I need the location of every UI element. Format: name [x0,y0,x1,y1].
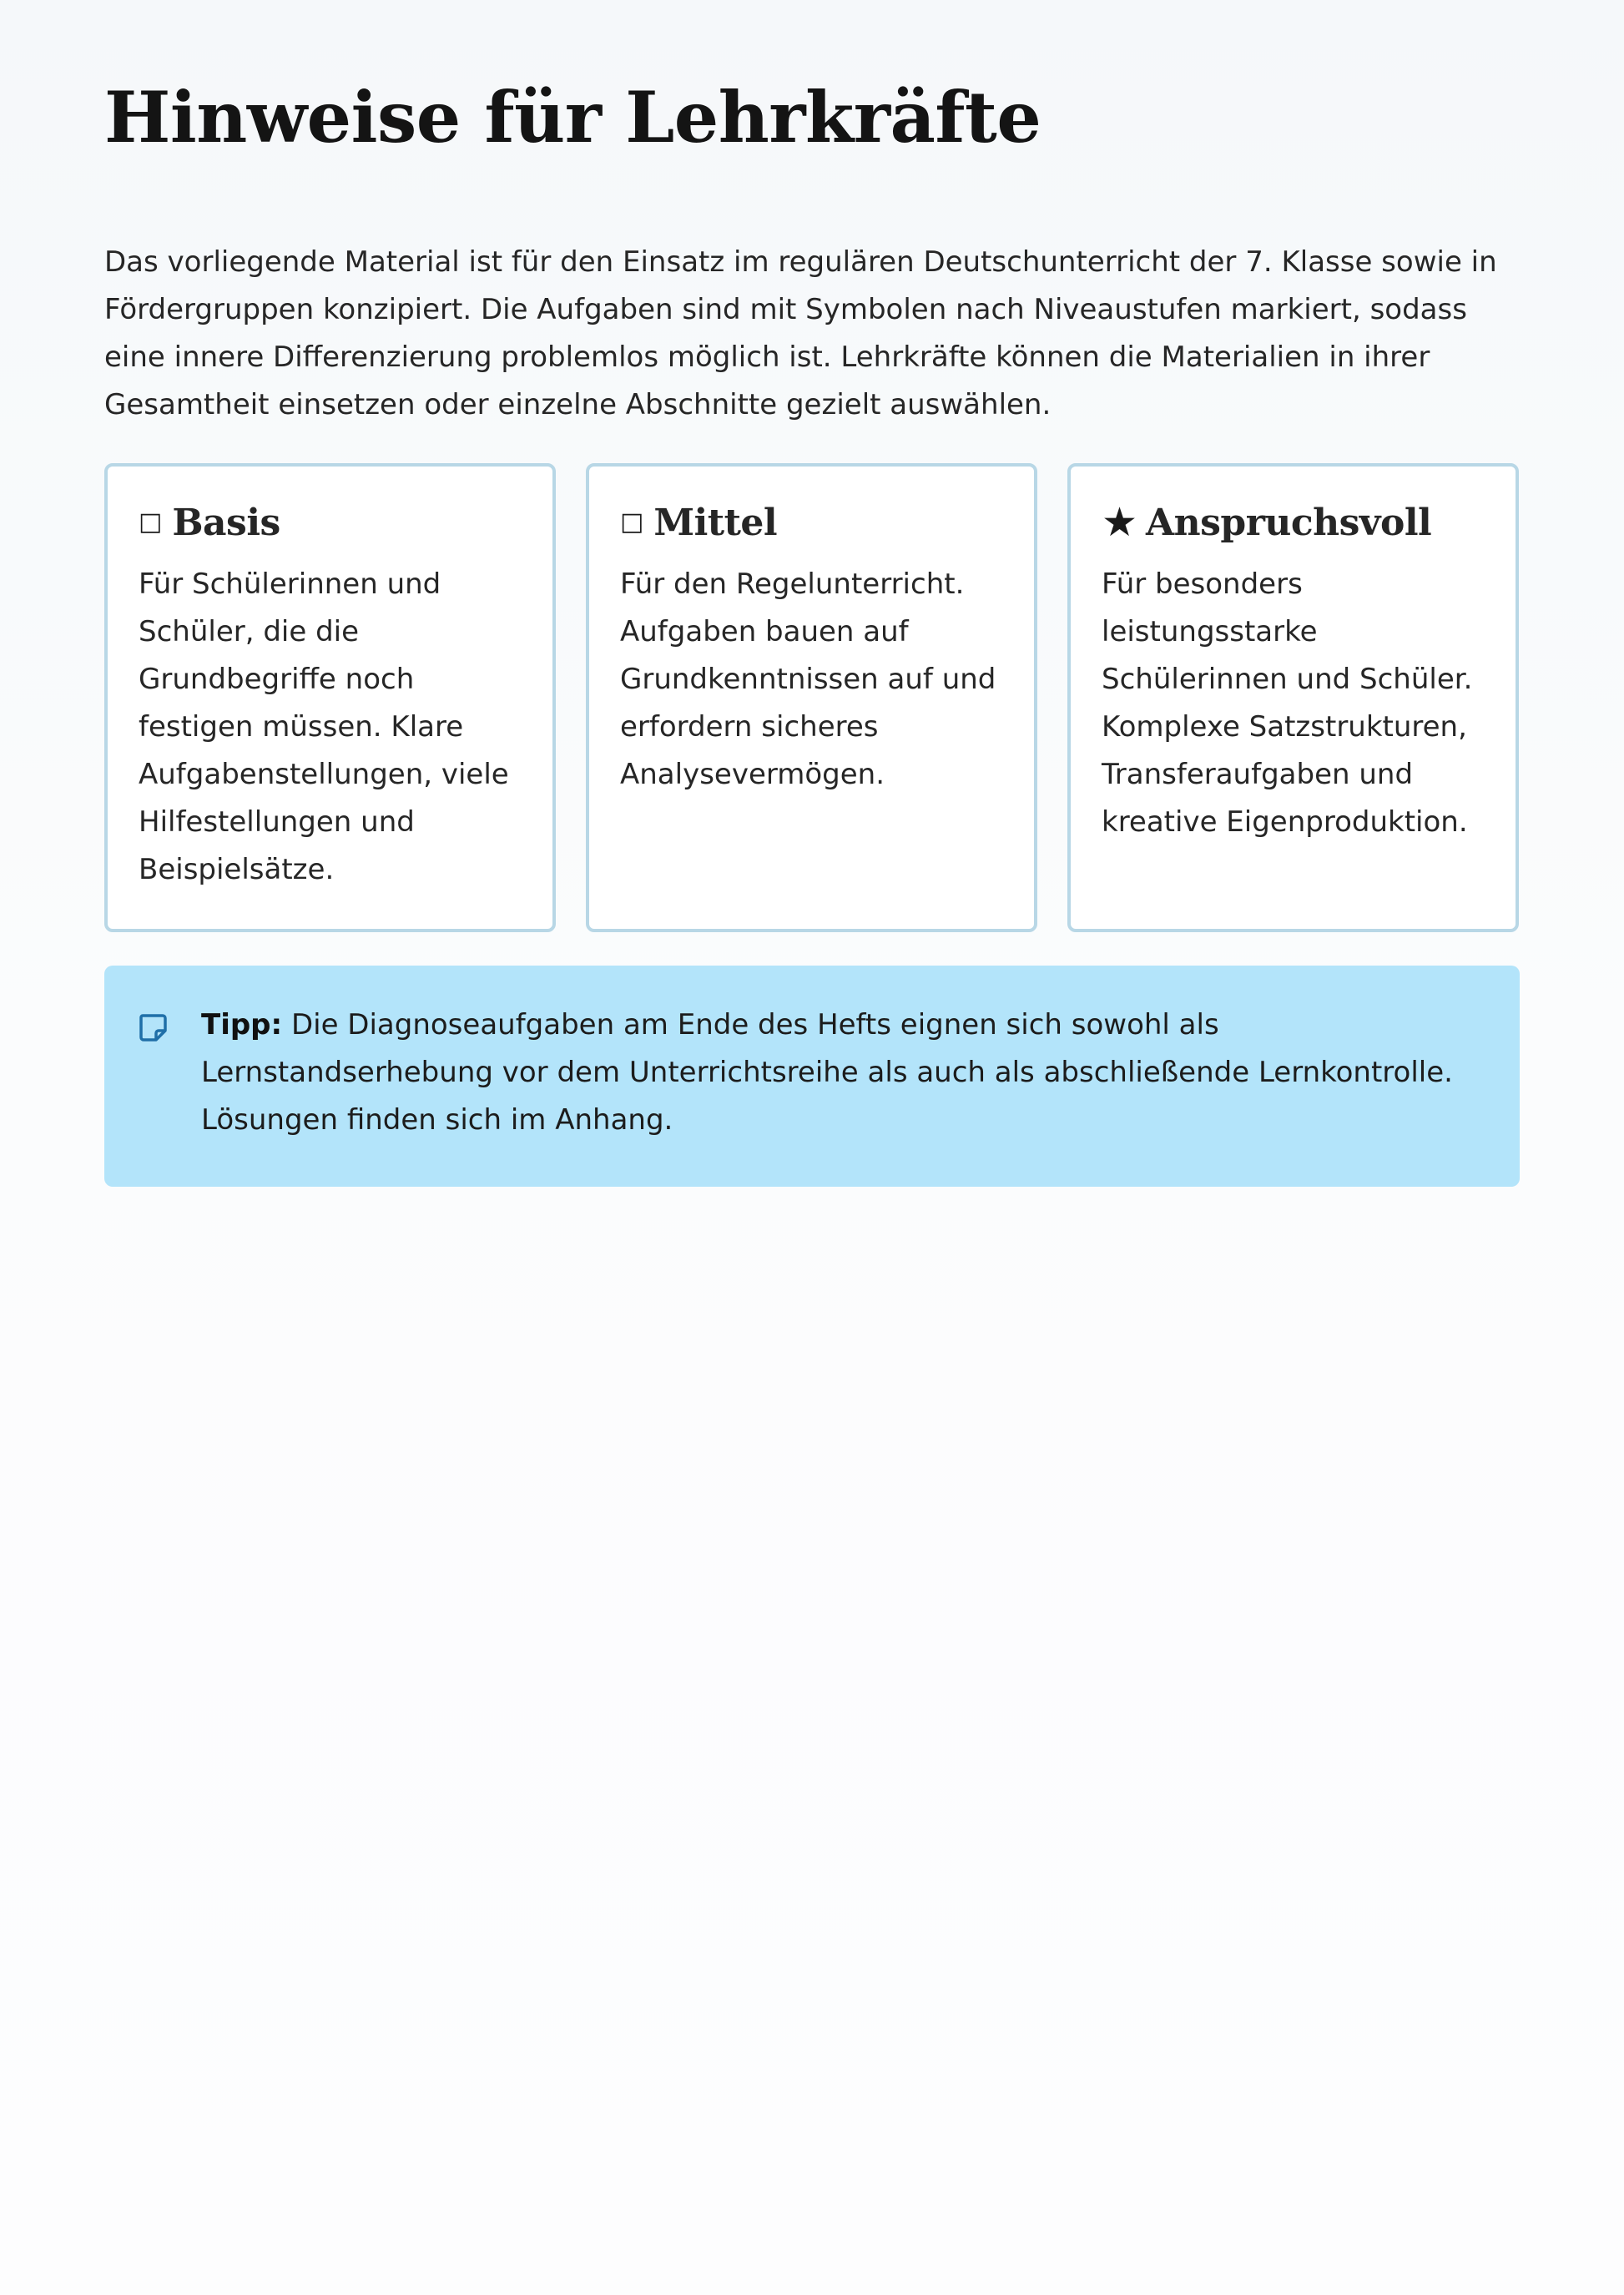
card-description: Für besonders leistungsstarke Schülerinnen und Schüler. Komplexe Satzstrukturen, Transferaufgaben und kreative Eigenproduktion. [1102,567,1473,839]
level-card-basis [104,463,556,932]
card-title: Basis [172,501,280,544]
card-header [620,497,1004,548]
card-header [139,497,522,548]
card-description: Für Schülerinnen und Schüler, die die Grundbegriffe noch festigen müssen. Klare Aufgabenstellungen, viele Hilfestellungen und Beispielsätze. [139,567,509,886]
level-cards [104,463,1520,932]
card-title: Anspruchsvoll [1146,501,1432,544]
square-outline-icon: □ [620,507,644,537]
card-header [1102,497,1485,548]
square-outline-icon: □ [139,507,163,537]
card-description: Für den Regelunterricht. Aufgaben bauen auf Grundkenntnissen auf und erfordern sicheres Analysevermögen. [620,567,996,791]
tip-body: Die Diagnoseaufgaben am Ende des Hefts eignen sich sowohl als Lernstandserhebung vor dem Unterrichtsreihe als auch als abschließende Lernkontrolle. Lösungen finden sich im Anhang. [201,1008,1453,1137]
tip-label: Tipp: [201,1008,283,1042]
page-title: Hinweise für Lehrkräfte [104,76,1041,159]
level-card-anspruchsvoll [1067,463,1519,932]
note-icon [138,1012,168,1042]
card-title: Mittel [653,501,778,544]
tip-text [201,1001,1486,1144]
level-card-mittel [586,463,1037,932]
intro-paragraph: Das vorliegende Material ist für den Einsatz im regulären Deutschunterricht der 7. Klasse sowie in Fördergruppen konzipiert. Die Aufgaben sind mit Symbolen nach Niveaustufen markiert, sodass eine innere Differenzierung problemlos möglich ist. Lehrkräfte können die Materialien in ihrer Gesamtheit einsetzen oder einzelne Abschnitte gezielt auswählen. [104,245,1497,421]
star-icon: ★ [1102,499,1138,546]
tip-box [104,966,1520,1187]
